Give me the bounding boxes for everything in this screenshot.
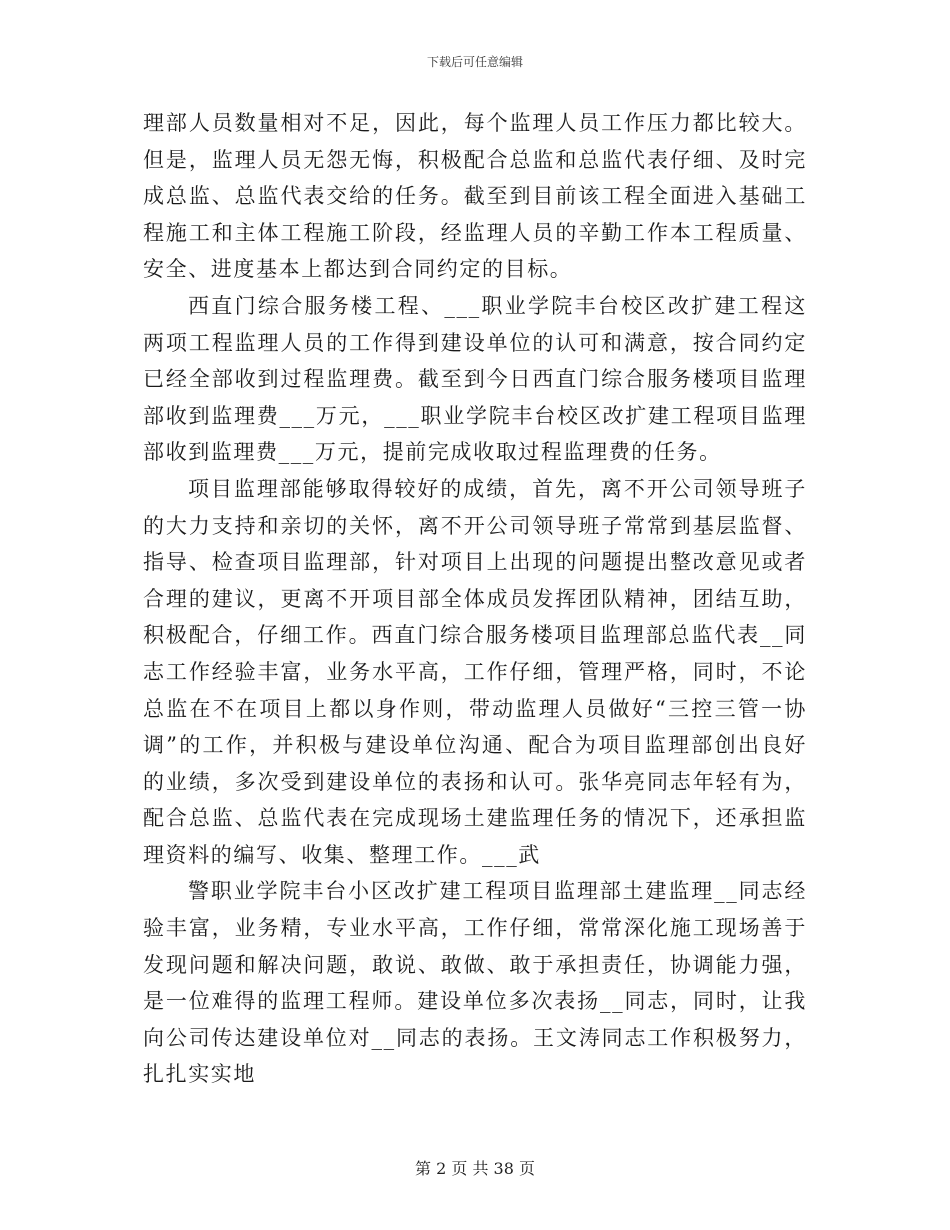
paragraph-1: 理部人员数量相对不足，因此，每个监理人员工作压力都比较大。但是，监理人员无怨无悔，积极配合总监和总监代表仔细、及时完成总监、总监代表交给的任务。截至到目前该工程全面进入基础工程施工和主体工程施工阶段，经监理人员的辛勤工作本工程质量、安全、进度基本上都达到合同约定的目标。 [143, 111, 807, 282]
paragraph-2: 西直门综合服务楼工程、___职业学院丰台校区改扩建工程这两项工程监理人员的工作得到建设单位的认可和满意，按合同约定已经全部收到过程监理费。截至到今日西直门综合服务楼项目监理部收到监理费___万元，___职业学院丰台校区改扩建工程项目监理部收到监理费___万元，提前完成收取过程监理费的任务。 [143, 293, 807, 465]
document-body [143, 105, 807, 1093]
paragraph-4: 警职业学院丰台小区改扩建工程项目监理部土建监理__同志经验丰富，业务精，专业水平高，工作仔细，常常深化施工现场善于发现问题和解决问题，敢说、敢做、敢于承担责任，协调能力强，是一位难得的监理工程师。建设单位多次表扬__同志，同时，让我向公司传达建设单位对__同志的表扬。王文涛同志工作积极努力，扎扎实实地 [143, 879, 807, 1087]
paragraph-3: 项目监理部能够取得较好的成绩，首先，离不开公司领导班子的大力支持和亲切的关怀，离不开公司领导班子常常到基层监督、指导、检查项目监理部，针对项目上出现的问题提出整改意见或者合理的建议，更离不开项目部全体成员发挥团队精神，团结互助，积极配合，仔细工作。西直门综合服务楼项目监理部总监代表__同志工作经验丰富，业务水平高，工作仔细，管理严格，同时，不论总监在不在项目上都以身作则，带动监理人员做好“三控三管一协调”的工作，并积极与建设单位沟通、配合为项目监理部创出良好的业绩，多次受到建设单位的表扬和认可。张华亮同志年轻有为，配合总监、总监代表在完成现场土建监理任务的情况下，还承担监理资料的编写、收集、整理工作。___武 [143, 476, 807, 867]
page-header-note: 下载后可任意编辑 [426, 55, 523, 69]
page-number-footer: 第 2 页 共 38 页 [415, 1159, 535, 1178]
